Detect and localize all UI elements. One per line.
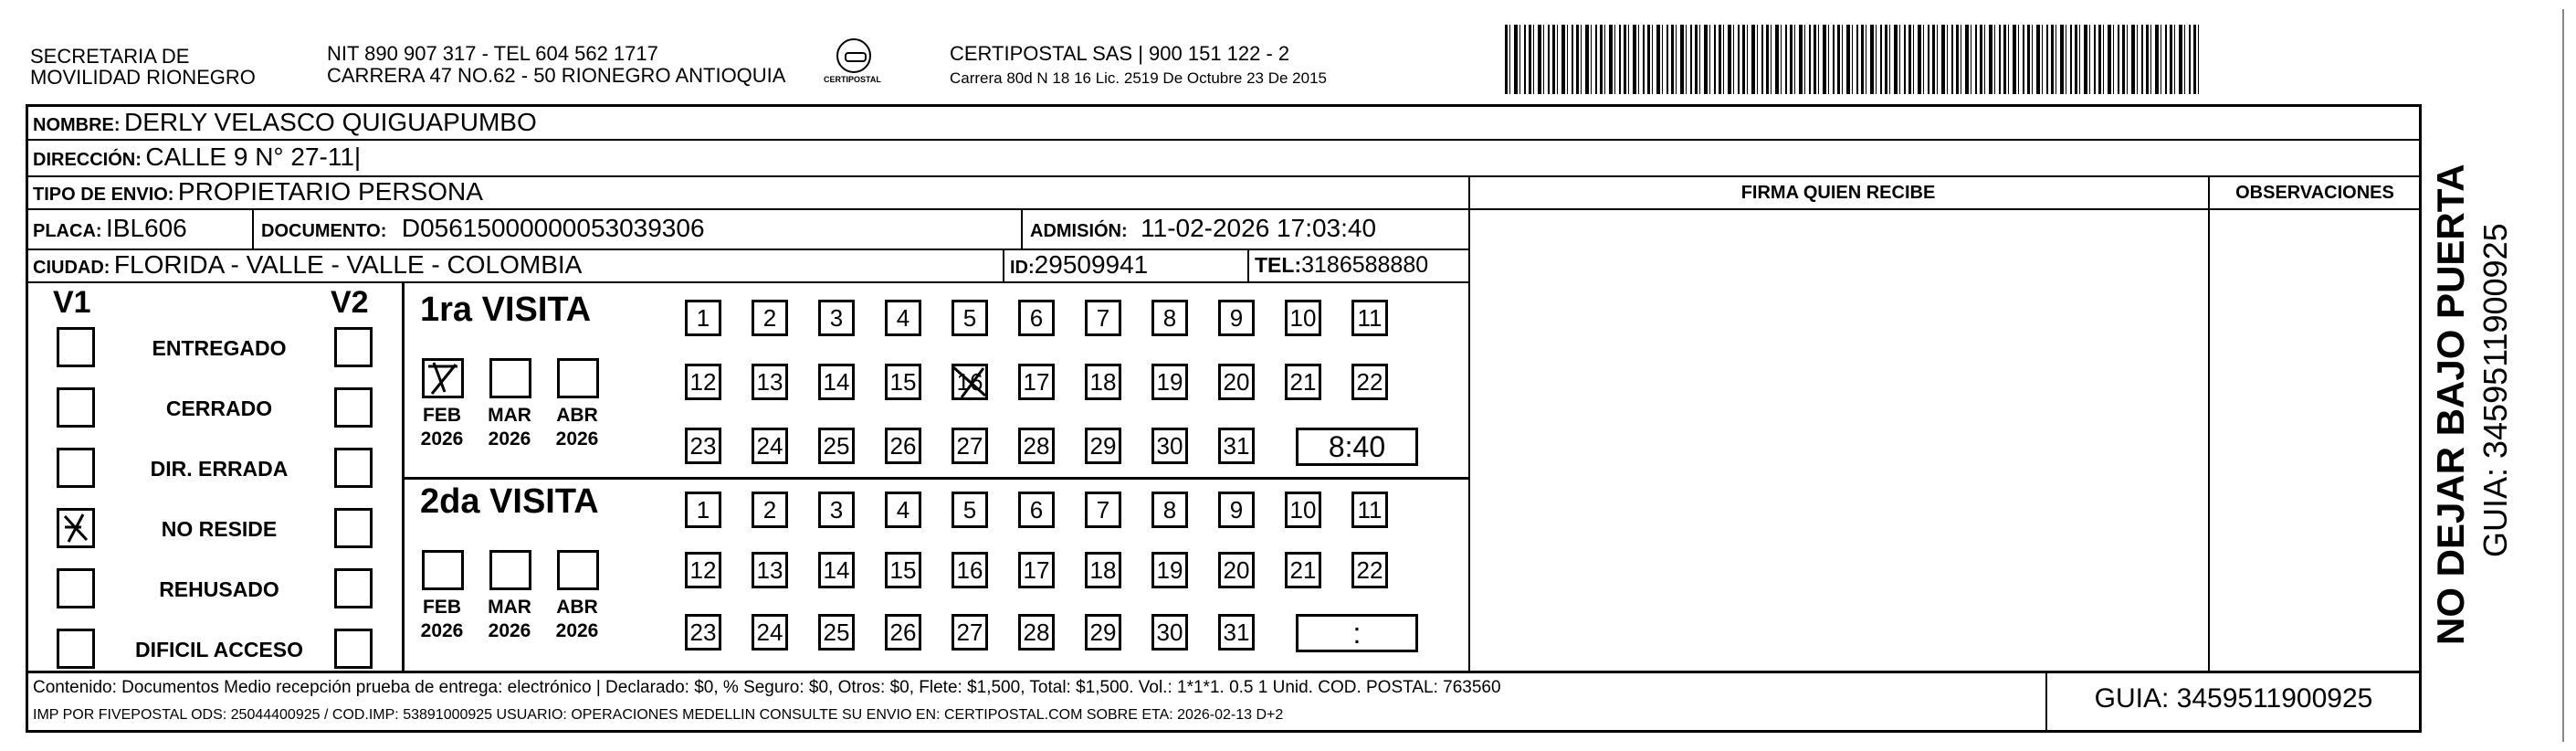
day-box[interactable]	[1218, 614, 1255, 651]
divider	[1021, 208, 1023, 249]
day-number: 13	[756, 368, 783, 396]
divider	[26, 671, 2422, 673]
day-number: 11	[1357, 496, 1383, 524]
day-number: 6	[1029, 496, 1044, 524]
day-number: 19	[1156, 368, 1183, 396]
day-number: 3	[829, 496, 844, 524]
day-box[interactable]	[1285, 492, 1321, 528]
day-number: 29	[1089, 619, 1117, 646]
placa-label: PLACA:	[33, 221, 102, 241]
day-number: 30	[1156, 432, 1183, 460]
day-number: 26	[889, 432, 917, 460]
v1-checkbox[interactable]	[57, 568, 95, 608]
side-guia: GUIA: 3459511900925	[2476, 223, 2514, 557]
day-box[interactable]	[1151, 364, 1188, 400]
time-field[interactable]: 8:40	[1296, 428, 1418, 466]
status-label: ENTREGADO	[152, 336, 287, 360]
v1-checkbox[interactable]	[57, 629, 95, 669]
month-year: 2026	[488, 620, 531, 641]
ciudad-label: CIUDAD:	[33, 258, 110, 278]
day-box[interactable]	[1285, 300, 1321, 336]
tipo-envio-label: TIPO DE ENVIO:	[33, 185, 174, 205]
day-box[interactable]	[1285, 552, 1321, 588]
day-box[interactable]	[952, 300, 988, 336]
tel-cell	[1255, 252, 1428, 279]
nombre-label: NOMBRE:	[33, 115, 121, 135]
day-number: 18	[1089, 556, 1117, 584]
day-box[interactable]	[1151, 552, 1188, 588]
check-mark-icon	[949, 363, 991, 399]
org-name-line2: MOVILIDAD RIONEGRO	[30, 66, 256, 89]
nombre-value: DERLY VELASCO QUIGUAPUMBO	[124, 108, 537, 136]
day-number: 26	[889, 619, 917, 646]
day-box[interactable]	[1218, 364, 1255, 400]
day-box[interactable]	[1218, 552, 1255, 588]
day-box[interactable]	[1351, 552, 1388, 588]
day-number: 15	[889, 368, 917, 396]
day-number: 27	[956, 619, 983, 646]
day-box[interactable]	[1018, 300, 1055, 336]
day-box[interactable]	[952, 428, 988, 464]
address-line: CARRERA 47 NO.62 - 50 RIONEGRO ANTIOQUIA	[327, 64, 786, 87]
admision-value: 11-02-2026 17:03:40	[1141, 214, 1377, 242]
day-box[interactable]	[1351, 300, 1388, 336]
v2-checkbox[interactable]	[334, 508, 373, 548]
day-number: 9	[1229, 496, 1244, 524]
day-box[interactable]	[1151, 300, 1188, 336]
v1-checkbox[interactable]	[57, 387, 95, 428]
day-number: 7	[1096, 496, 1110, 524]
v2-checkbox[interactable]	[334, 568, 373, 608]
status-label: REHUSADO	[159, 577, 279, 601]
month-year: 2026	[420, 428, 464, 450]
day-box[interactable]	[1018, 614, 1055, 651]
day-number: 24	[756, 432, 783, 460]
day-box[interactable]	[1151, 428, 1188, 464]
status-label: NO RESIDE	[161, 517, 278, 541]
v1-checkbox[interactable]	[57, 508, 95, 548]
divider	[26, 139, 2422, 141]
day-number: 27	[956, 432, 983, 460]
id-cell	[1010, 250, 1148, 280]
day-box[interactable]	[818, 428, 855, 464]
divider	[26, 281, 1468, 283]
month-year: 2026	[488, 428, 531, 450]
day-number: 6	[1029, 304, 1044, 332]
v2-checkbox[interactable]	[334, 327, 373, 367]
tipo-envio-row	[33, 177, 483, 206]
nit-line: NIT 890 907 317 - TEL 604 562 1717	[327, 42, 658, 65]
day-number: 9	[1229, 304, 1244, 332]
time-field[interactable]: :	[1296, 614, 1418, 652]
day-number: 30	[1156, 619, 1183, 646]
day-box[interactable]	[1285, 364, 1321, 400]
month-name: MAR	[488, 405, 531, 426]
day-box[interactable]	[1351, 492, 1388, 528]
day-box[interactable]	[952, 614, 988, 651]
day-box[interactable]	[685, 364, 721, 400]
documento-value: D05615000000053039306	[401, 214, 705, 242]
day-number: 2	[762, 304, 777, 332]
month-checkbox[interactable]	[557, 550, 599, 590]
day-box[interactable]	[1085, 552, 1121, 588]
divider	[1468, 208, 2422, 210]
footer-line1: Contenido: Documentos Medio recepción prueba de entrega: electrónico | Declarado: $0, % Seguro: $0, Otros: $0, Flete: $1,500, Total: $1,500. Vol.: 1*1*1. 0.5 1 Unid. COD. POSTAL: 763560	[33, 678, 1501, 697]
v2-checkbox[interactable]	[334, 448, 373, 488]
day-number: 16	[956, 368, 983, 396]
day-box[interactable]	[818, 300, 855, 336]
ciudad-cell	[33, 250, 582, 280]
day-box[interactable]	[885, 364, 921, 400]
day-box[interactable]	[752, 492, 788, 528]
month-checkbox[interactable]	[422, 550, 464, 590]
page-edge	[2562, 9, 2564, 742]
day-box[interactable]	[1218, 492, 1255, 528]
divider	[402, 281, 405, 671]
month-year: 2026	[555, 428, 599, 450]
check-mark-icon	[425, 361, 463, 397]
day-box[interactable]	[685, 552, 721, 588]
day-number: 25	[823, 619, 850, 646]
tel-value: 3186588880	[1301, 252, 1429, 278]
day-box[interactable]	[752, 552, 788, 588]
day-box[interactable]	[685, 300, 721, 336]
day-box[interactable]	[885, 300, 921, 336]
day-number: 17	[1023, 368, 1050, 396]
day-number: 16	[956, 556, 983, 584]
day-box[interactable]	[1085, 364, 1121, 400]
direccion-label: DIRECCIÓN:	[33, 150, 142, 170]
day-number: 12	[689, 556, 717, 584]
month-checkbox[interactable]	[557, 358, 599, 398]
day-number: 18	[1089, 368, 1117, 396]
v2-checkbox[interactable]	[334, 387, 373, 428]
day-box[interactable]	[1018, 428, 1055, 464]
observaciones-label: OBSERVACIONES	[2235, 183, 2394, 203]
day-box[interactable]	[1351, 364, 1388, 400]
day-box[interactable]	[752, 428, 788, 464]
tel-label: TEL:	[1255, 253, 1302, 277]
check-mark-icon	[59, 511, 92, 545]
month-year: 2026	[420, 620, 464, 641]
day-number: 2	[762, 496, 777, 524]
day-box[interactable]	[818, 364, 855, 400]
day-box[interactable]	[1018, 364, 1055, 400]
license-line: Carrera 80d N 18 16 Lic. 2519 De Octubre 23 De 2015	[950, 69, 1327, 87]
day-number: 21	[1289, 556, 1317, 584]
direccion-row	[33, 143, 361, 172]
day-number: 1	[696, 496, 710, 524]
firma-quien-recibe-label: FIRMA QUIEN RECIBE	[1740, 183, 1936, 203]
day-box[interactable]	[885, 552, 921, 588]
day-box[interactable]	[685, 428, 721, 464]
day-box[interactable]	[1151, 614, 1188, 651]
org-name-line1: SECRETARIA DE	[30, 45, 190, 68]
day-number: 3	[829, 304, 844, 332]
admision-cell	[1030, 214, 1376, 243]
day-box[interactable]	[1085, 492, 1121, 528]
tipo-envio-value: PROPIETARIO PERSONA	[177, 177, 483, 206]
day-box[interactable]	[952, 364, 988, 400]
day-box[interactable]	[1085, 614, 1121, 651]
admision-label: ADMISIÓN:	[1030, 221, 1128, 241]
day-number: 28	[1023, 432, 1050, 460]
month-name: ABR	[556, 405, 598, 426]
barcode	[1505, 25, 2203, 94]
day-box[interactable]	[685, 492, 721, 528]
day-box[interactable]	[818, 492, 855, 528]
divider	[1247, 249, 1249, 281]
day-box[interactable]	[1018, 492, 1055, 528]
placa-value: IBL606	[106, 214, 187, 242]
day-number: 4	[896, 496, 910, 524]
month-checkbox[interactable]	[489, 358, 531, 398]
day-box[interactable]	[1085, 428, 1121, 464]
day-number: 8	[1162, 496, 1177, 524]
day-number: 12	[689, 368, 717, 396]
footer-line2: IMP POR FIVEPOSTAL ODS: 25044400925 / COD.IMP: 53891000925 USUARIO: OPERACIONES MEDELLIN CONSULTE SU ENVIO EN: CERTIPOSTAL.COM SOBRE ETA: 2026-02-13 D+2	[33, 707, 1284, 723]
day-number: 21	[1289, 368, 1317, 396]
day-number: 10	[1289, 496, 1317, 524]
day-number: 14	[823, 556, 850, 584]
certipostal-logo-icon	[836, 38, 871, 73]
day-number: 11	[1357, 304, 1383, 332]
day-number: 25	[823, 432, 850, 460]
month-name: MAR	[488, 597, 531, 618]
documento-cell	[261, 214, 705, 243]
day-number: 28	[1023, 619, 1050, 646]
v1-header: V1	[53, 285, 91, 320]
day-box[interactable]	[952, 492, 988, 528]
day-number: 13	[756, 556, 783, 584]
divider	[1468, 175, 1470, 671]
month-checkbox[interactable]	[422, 358, 464, 398]
day-number: 8	[1162, 304, 1177, 332]
day-number: 14	[823, 368, 850, 396]
day-box[interactable]	[1085, 300, 1121, 336]
day-number: 17	[1023, 556, 1050, 584]
direccion-value: CALLE 9 N° 27-11|	[145, 143, 362, 171]
day-number: 15	[889, 556, 917, 584]
day-box[interactable]	[1218, 300, 1255, 336]
documento-label: DOCUMENTO:	[261, 221, 387, 241]
day-box[interactable]	[818, 614, 855, 651]
day-box[interactable]	[752, 300, 788, 336]
day-number: 23	[689, 619, 717, 646]
day-box[interactable]	[1018, 552, 1055, 588]
v2-checkbox[interactable]	[334, 629, 373, 669]
v1-checkbox[interactable]	[57, 448, 95, 488]
month-year: 2026	[555, 620, 599, 641]
status-label: DIFICIL ACCESO	[134, 638, 303, 661]
month-checkbox[interactable]	[489, 550, 531, 590]
day-number: 24	[756, 619, 783, 646]
id-label: ID:	[1010, 258, 1035, 278]
ciudad-value: FLORIDA - VALLE - VALLE - COLOMBIA	[113, 250, 583, 279]
day-number: 20	[1223, 556, 1250, 584]
divider	[1003, 249, 1004, 281]
second-visit-title: 2da VISITA	[420, 482, 599, 521]
day-number: 23	[689, 432, 717, 460]
day-box[interactable]	[885, 614, 921, 651]
month-name: FEB	[423, 597, 461, 618]
logo-text: CERTIPOSTAL	[824, 75, 881, 84]
v1-checkbox[interactable]	[57, 327, 95, 367]
day-number: 22	[1356, 556, 1383, 584]
company-line: CERTIPOSTAL SAS | 900 151 122 - 2	[950, 42, 1290, 65]
day-number: 31	[1223, 432, 1250, 460]
day-box[interactable]	[885, 492, 921, 528]
id-value: 29509941	[1034, 250, 1149, 279]
day-number: 7	[1096, 304, 1110, 332]
day-number: 1	[696, 304, 710, 332]
guia-box: GUIA: 3459511900925	[2094, 683, 2373, 714]
nombre-row	[33, 108, 537, 137]
divider	[2208, 175, 2210, 671]
day-number: 10	[1289, 304, 1317, 332]
day-number: 20	[1223, 368, 1250, 396]
month-name: FEB	[423, 405, 461, 426]
divider	[252, 208, 254, 249]
status-label: CERRADO	[165, 397, 273, 420]
day-box[interactable]	[1151, 492, 1188, 528]
day-number: 29	[1089, 432, 1117, 460]
day-box[interactable]	[818, 552, 855, 588]
day-box[interactable]	[1218, 428, 1255, 464]
day-box[interactable]	[752, 614, 788, 651]
placa-cell	[33, 214, 187, 243]
day-number: 5	[962, 496, 977, 524]
day-box[interactable]	[952, 552, 988, 588]
day-number: 4	[896, 304, 910, 332]
day-number: 22	[1356, 368, 1383, 396]
first-visit-title: 1ra VISITA	[420, 291, 592, 329]
day-box[interactable]	[752, 364, 788, 400]
month-name: ABR	[556, 597, 598, 618]
day-box[interactable]	[685, 614, 721, 651]
v2-header: V2	[331, 285, 369, 320]
no-dejar-bajo-puerta: NO DEJAR BAJO PUERTA	[2429, 164, 2472, 645]
status-label: DIR. ERRADA	[150, 457, 289, 481]
day-box[interactable]	[885, 428, 921, 464]
day-number: 31	[1223, 619, 1250, 646]
day-number: 19	[1156, 556, 1183, 584]
day-number: 5	[962, 304, 977, 332]
divider	[402, 477, 1468, 480]
